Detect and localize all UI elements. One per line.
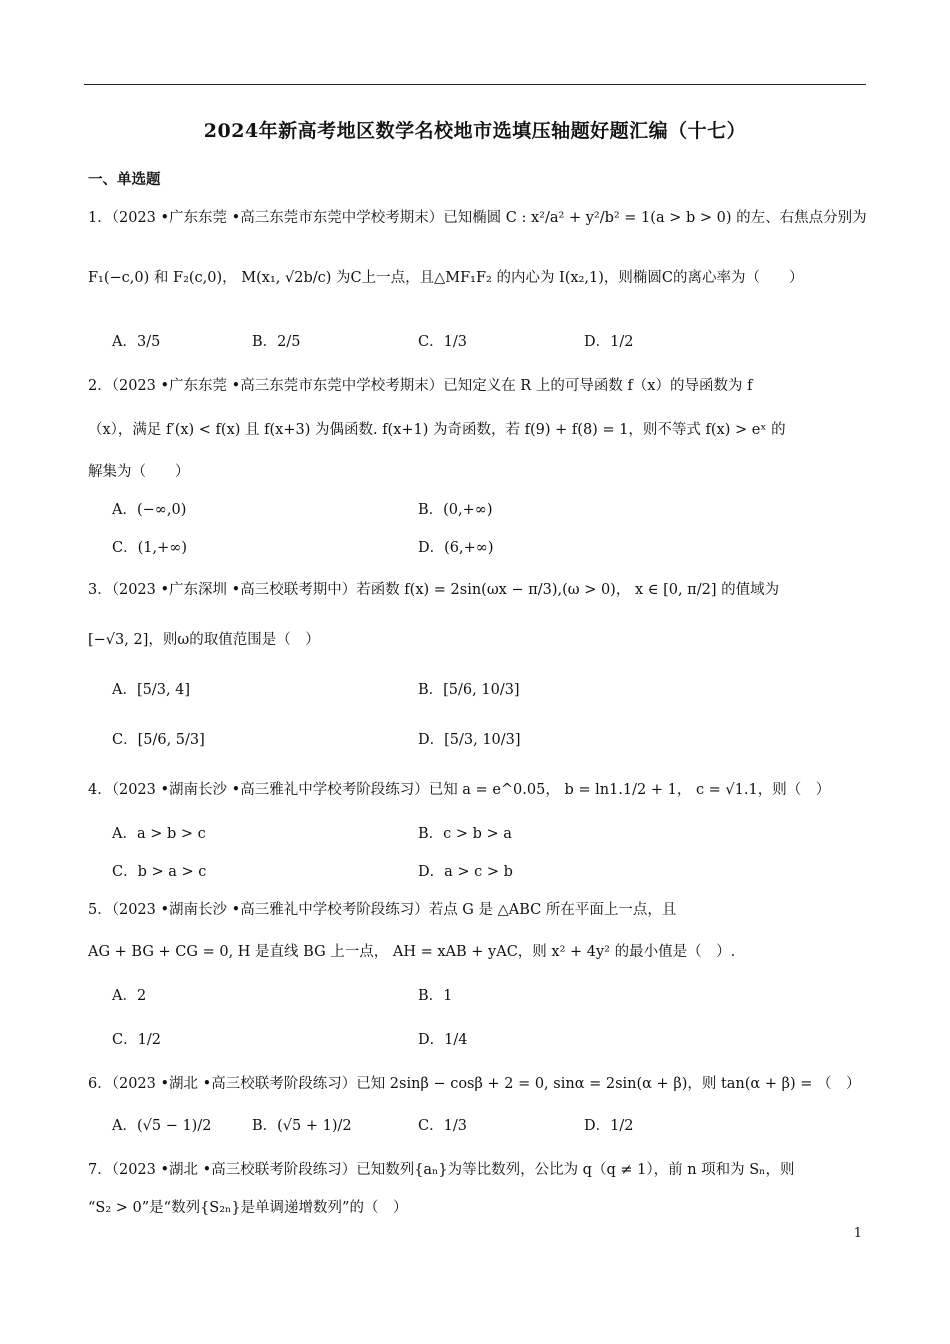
question-7-line-1: 7．（2023 •湖北 •高三校联考阶段练习）已知数列{aₙ}为等比数列，公比为 q（q ≠ 1），前 n 项和为 Sₙ，则	[88, 1162, 795, 1178]
question-4-option-d: D．a > c > b	[418, 864, 513, 880]
header-rule	[84, 84, 866, 85]
question-4-option-b: B．c > b > a	[418, 826, 512, 842]
question-3-line-1: 3．（2023 •广东深圳 •高三校联考期中）若函数 f(x) = 2sin(ωx − π/3),(ω > 0)， x ∈ [0, π/2] 的值域为	[88, 582, 780, 598]
question-5-line-2: AG + BG + CG = 0, H 是直线 BG 上一点， AH = xAB + yAC，则 x² + 4y² 的最小值是（ ）.	[88, 944, 736, 960]
question-3-option-b: B．[5/6, 10/3]	[418, 682, 520, 698]
question-6-line-1: 6．（2023 •湖北 •高三校联考阶段练习）已知 2sinβ − cosβ + 2 = 0, sinα = 2sin(α + β)，则 tan(α + β) = （ ）	[88, 1076, 861, 1092]
question-1-line-1: 1．（2023 •广东东莞 •高三东莞市东莞中学校考期末）已知椭圆 C : x²/a² + y²/b² = 1(a > b > 0) 的左、右焦点分别为	[88, 210, 867, 226]
question-2-line-2: （x），满足 f′(x) < f(x) 且 f(x+3) 为偶函数. f(x+1) 为奇函数，若 f(9) + f(8) = 1，则不等式 f(x) > eˣ 的	[88, 422, 786, 438]
question-3-option-a: A．[5/3, 4]	[112, 682, 191, 698]
question-2-line-3: 解集为（ ）	[88, 464, 190, 480]
question-1-line-2: F₁(−c,0) 和 F₂(c,0)， M(x₁, √2b/c) 为C上一点，且△MF₁F₂ 的内心为 I(x₂,1)，则椭圆C的离心率为（ ）	[88, 270, 804, 286]
question-6-option-c: C．1/3	[418, 1118, 467, 1134]
question-3-option-c: C．[5/6, 5/3]	[112, 732, 205, 748]
page-number: 1	[853, 1226, 862, 1241]
question-6-option-a: A．(√5 − 1)/2	[112, 1118, 212, 1134]
question-1-option-c: C．1/3	[418, 334, 467, 350]
page-title: 2024年新高考地区数学名校地市选填压轴题好题汇编（十七）	[203, 120, 747, 142]
section-heading: 一、单选题	[88, 171, 161, 188]
question-2-option-d: D．(6,+∞)	[418, 540, 494, 556]
question-4-line-1: 4．（2023 •湖南长沙 •高三雅礼中学校考阶段练习）已知 a = e^0.05， b = ln1.1/2 + 1， c = √1.1，则（ ）	[88, 782, 831, 798]
question-1-option-a: A．3/5	[112, 334, 161, 350]
question-1-option-b: B．2/5	[252, 334, 301, 350]
question-4-option-a: A．a > b > c	[112, 826, 206, 842]
question-5-option-d: D．1/4	[418, 1032, 468, 1048]
question-2-option-c: C．(1,+∞)	[112, 540, 187, 556]
question-3-line-2: [−√3, 2]，则ω的取值范围是（ ）	[88, 632, 320, 648]
question-5-option-b: B．1	[418, 988, 453, 1004]
question-2-option-a: A．(−∞,0)	[112, 502, 187, 518]
question-1-option-d: D．1/2	[584, 334, 634, 350]
question-5-option-c: C．1/2	[112, 1032, 161, 1048]
question-7-line-2: “S₂ > 0”是“数列{S₂ₙ}是单调递增数列”的（ ）	[88, 1200, 408, 1216]
question-3-option-d: D．[5/3, 10/3]	[418, 732, 521, 748]
question-5-option-a: A．2	[112, 988, 147, 1004]
question-4-option-c: C．b > a > c	[112, 864, 207, 880]
question-2-option-b: B．(0,+∞)	[418, 502, 493, 518]
question-2-line-1: 2．（2023 •广东东莞 •高三东莞市东莞中学校考期末）已知定义在 R 上的可导函数 f（x）的导函数为 f	[88, 378, 753, 394]
question-6-option-b: B．(√5 + 1)/2	[252, 1118, 352, 1134]
question-6-option-d: D．1/2	[584, 1118, 634, 1134]
question-5-line-1: 5．（2023 •湖南长沙 •高三雅礼中学校考阶段练习）若点 G 是 △ABC 所在平面上一点，且	[88, 902, 677, 918]
